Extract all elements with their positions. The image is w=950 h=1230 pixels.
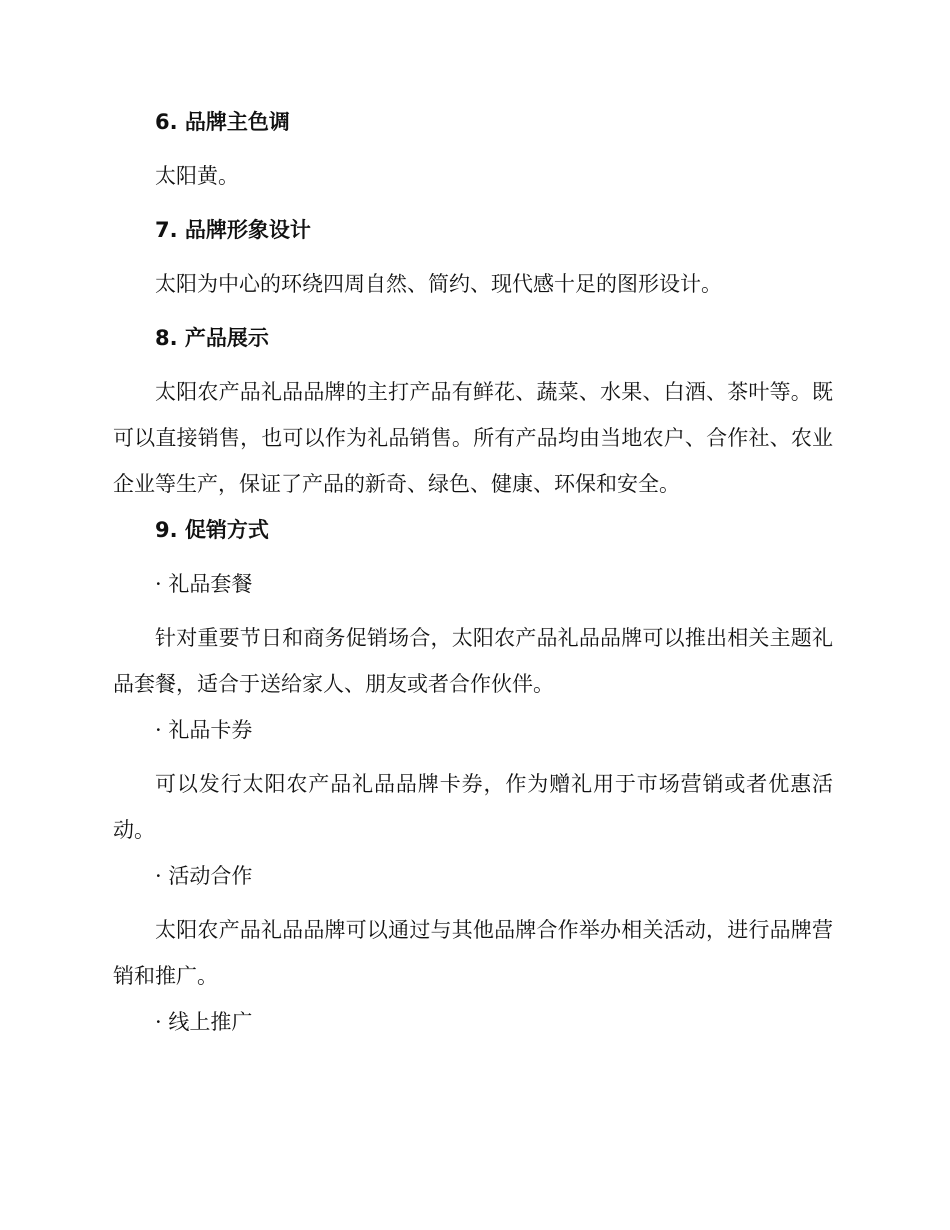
section-text-brand-color: 太阳黄。: [155, 164, 239, 188]
section-heading-promotion: 9. 促销方式: [155, 518, 269, 542]
document-page: [113, 106, 833, 1060]
promotion-text-gift-card: 可以发行太阳农产品礼品品牌卡券，作为赠礼用于市场营销或者优惠活动。: [113, 772, 833, 842]
promotion-text-activity-cooperation: 太阳农产品礼品品牌可以通过与其他品牌合作举办相关活动，进行品牌营销和推广。: [113, 918, 833, 988]
section-heading-brand-image: 7. 品牌形象设计: [155, 218, 311, 242]
promotion-item-online-promotion: · 线上推广: [155, 1010, 253, 1034]
section-text-products: 太阳农产品礼品品牌的主打产品有鲜花、蔬菜、水果、白酒、茶叶等。既可以直接销售，也可以作为礼品销售。所有产品均由当地农户、合作社、农业企业等生产，保证了产品的新奇、绿色、健康、环保和安全。: [113, 380, 833, 496]
promotion-item-gift-package: · 礼品套餐: [155, 572, 253, 596]
promotion-item-gift-card: · 礼品卡券: [155, 718, 253, 742]
section-heading-brand-color: 6. 品牌主色调: [155, 110, 290, 134]
promotion-item-activity-cooperation: · 活动合作: [155, 864, 253, 888]
section-heading-products: 8. 产品展示: [155, 326, 269, 350]
promotion-text-gift-package: 针对重要节日和商务促销场合，太阳农产品礼品品牌可以推出相关主题礼品套餐，适合于送给家人、朋友或者合作伙伴。: [113, 626, 833, 696]
section-text-brand-image: 太阳为中心的环绕四周自然、简约、现代感十足的图形设计。: [155, 272, 722, 296]
